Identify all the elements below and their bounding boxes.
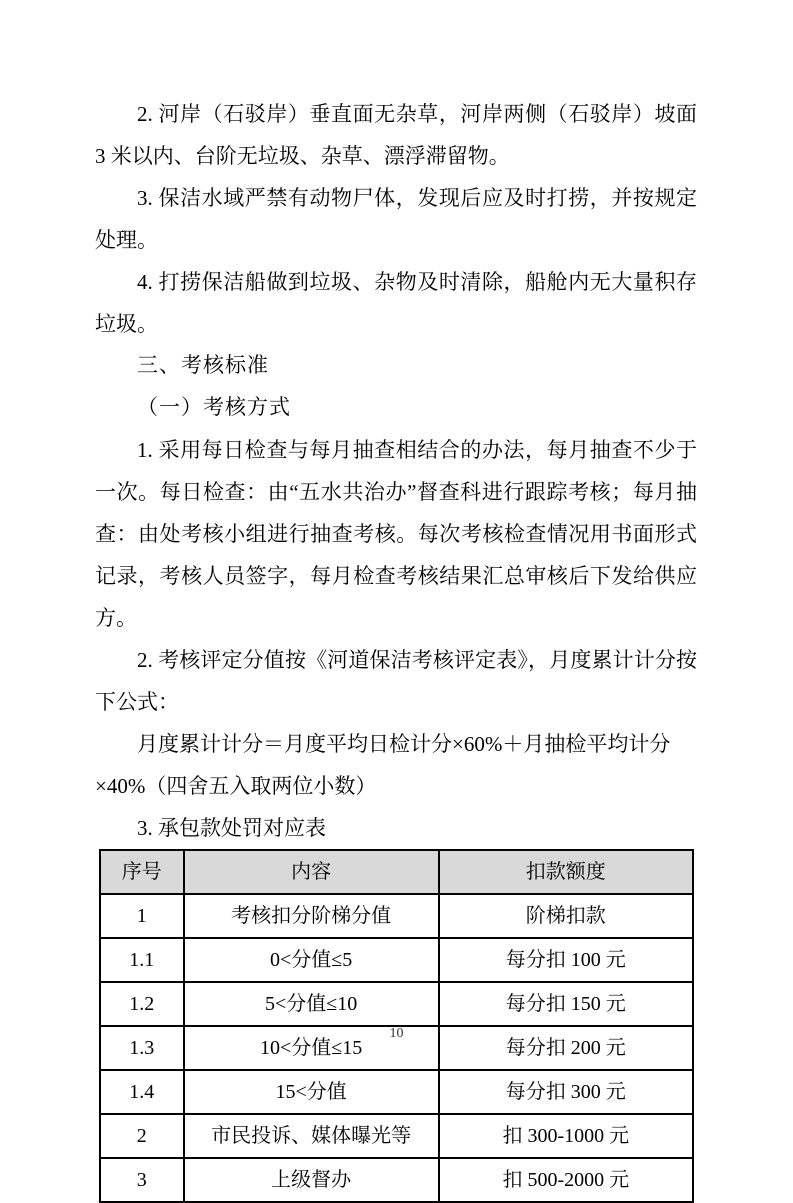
cell-no: 2 — [100, 1114, 184, 1158]
cell-no: 1 — [100, 894, 184, 938]
cell-content: 市民投诉、媒体曝光等 — [184, 1114, 439, 1158]
table-row — [100, 1070, 693, 1114]
cell-amount: 扣 500-2000 元 — [439, 1158, 693, 1202]
cell-content: 考核扣分阶梯分值 — [184, 894, 439, 938]
cell-no: 3 — [100, 1158, 184, 1202]
table-row — [100, 1158, 693, 1202]
section-heading-assessment-standards: 三、考核标准 — [137, 354, 269, 377]
paragraph-score-rule: 2. 考核评定分值按《河道保洁考核评定表》，月度累计计分按下公式： — [95, 648, 697, 714]
table-row — [100, 1114, 693, 1158]
cell-amount: 阶梯扣款 — [439, 894, 693, 938]
page-number: 10 — [389, 1026, 404, 1041]
cell-content: 15<分值 — [184, 1070, 439, 1114]
paragraph-formula: 月度累计计分＝月度平均日检计分×60%＋月抽检平均计分×40%（四舍五入取两位小数） — [95, 732, 671, 798]
cell-content: 上级督办 — [184, 1158, 439, 1202]
table-header-amount: 扣款额度 — [439, 850, 693, 894]
paragraph-cleaning-boat: 4. 打捞保洁船做到垃圾、杂物及时清除，船舱内无大量积存垃圾。 — [95, 270, 697, 336]
cell-no: 1.2 — [100, 982, 184, 1026]
table-row — [100, 982, 693, 1026]
table-row — [100, 894, 693, 938]
table-header-no: 序号 — [100, 850, 184, 894]
cell-no: 1.4 — [100, 1070, 184, 1114]
cell-content: 5<分值≤10 — [184, 982, 439, 1026]
cell-amount: 每分扣 100 元 — [439, 938, 693, 982]
cell-no: 1.1 — [100, 938, 184, 982]
table-header-row — [100, 850, 693, 894]
paragraph-penalty-table-title: 3. 承包款处罚对应表 — [137, 816, 326, 840]
cell-no: 1.3 — [100, 1026, 184, 1070]
cell-content: 0<分值≤5 — [184, 938, 439, 982]
cell-amount: 扣 300-1000 元 — [439, 1114, 693, 1158]
cell-amount: 每分扣 150 元 — [439, 982, 693, 1026]
cell-content: 10<分值≤15 — [184, 1026, 439, 1070]
table-row — [100, 938, 693, 982]
table-header-content: 内容 — [184, 850, 439, 894]
paragraph-assessment-method: 1. 采用每日检查与每月抽查相结合的办法，每月抽查不少于一次。每日检查：由“五水共治办”督查科进行跟踪考核；每月抽查：由处考核小组进行抽查考核。每次考核检查情况用书面形式记录，考核人员签字，每月检查考核结果汇总审核后下发给供应方。 — [95, 438, 697, 630]
cell-amount: 每分扣 300 元 — [439, 1070, 693, 1114]
cell-amount: 每分扣 200 元 — [439, 1026, 693, 1070]
paragraph-riverbank: 2. 河岸（石驳岸）垂直面无杂草，河岸两侧（石驳岸）坡面 3 米以内、台阶无垃圾、杂草、漂浮滞留物。 — [95, 102, 697, 168]
paragraph-water-area: 3. 保洁水域严禁有动物尸体，发现后应及时打捞，并按规定处理。 — [95, 186, 697, 252]
subsection-heading-assessment-method: （一）考核方式 — [137, 396, 291, 419]
